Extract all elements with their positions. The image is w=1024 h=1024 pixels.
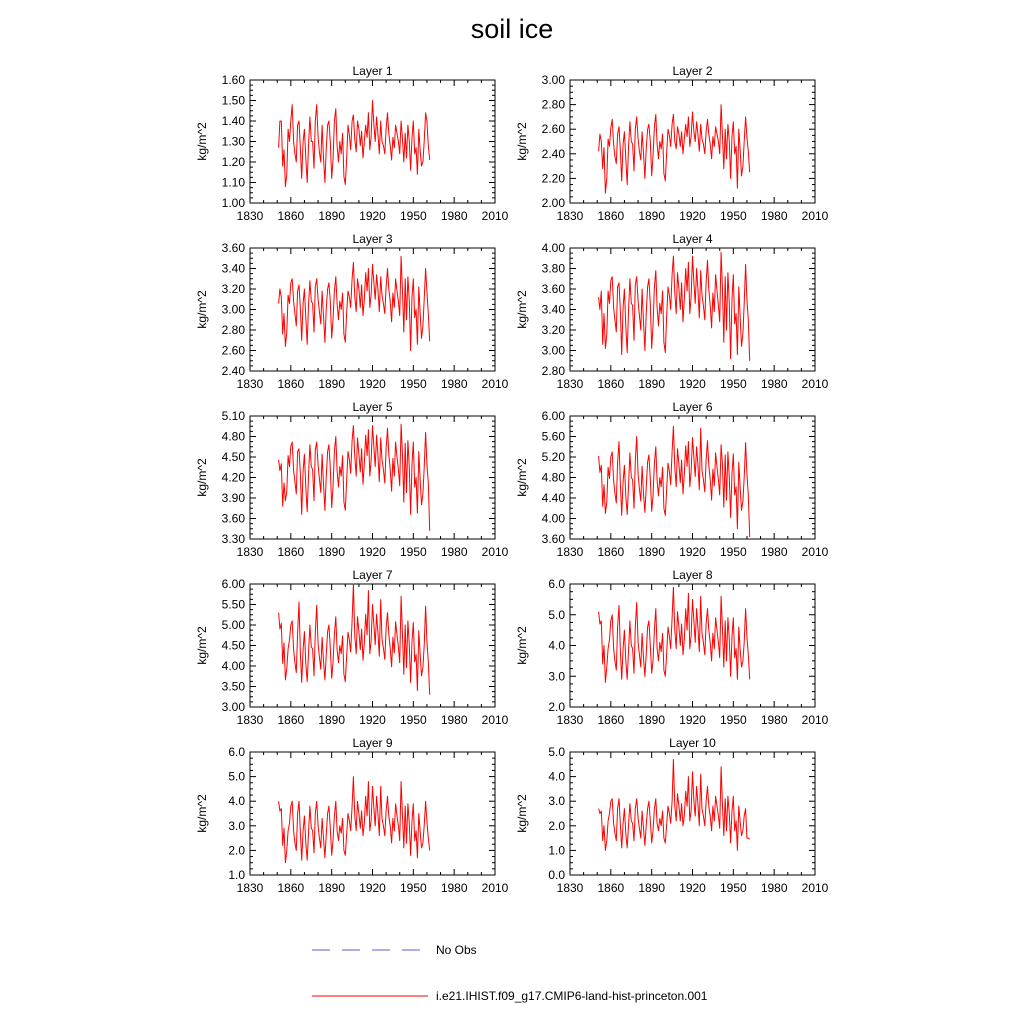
x-tick-label: 1980 [760, 377, 788, 391]
y-tick-label: 2.80 [221, 323, 245, 337]
panel-layer-1 [195, 64, 509, 223]
panel-title: Layer 9 [352, 736, 393, 750]
y-tick-label: 4.20 [221, 470, 245, 485]
x-tick-label: 1980 [760, 881, 788, 895]
y-tick-label: 3.0 [548, 794, 565, 809]
x-tick-label: 1860 [277, 713, 305, 727]
x-tick-label: 1830 [236, 209, 264, 223]
x-tick-label: 1920 [359, 881, 386, 895]
y-tick-label: 5.0 [548, 745, 565, 759]
y-axis-label: kg/m^2 [195, 794, 209, 833]
panel-title: Layer 2 [672, 64, 713, 78]
x-tick-label: 1890 [318, 209, 346, 223]
series-line-1 [279, 424, 430, 531]
x-tick-label: 2010 [801, 377, 829, 391]
x-tick-label: 1830 [556, 713, 584, 727]
x-tick-label: 1830 [236, 881, 264, 895]
series-line-1 [279, 256, 430, 350]
y-axis-label: kg/m^2 [195, 122, 209, 161]
y-axis-label: kg/m^2 [195, 626, 209, 665]
x-tick-label: 1920 [359, 377, 386, 391]
x-tick-label: 1830 [556, 881, 584, 895]
panel-layer-4 [515, 232, 829, 391]
legend-no-obs-label: No Obs [436, 943, 477, 957]
x-tick-label: 1890 [318, 545, 346, 559]
x-tick-label: 2010 [481, 881, 509, 895]
y-tick-label: 1.50 [221, 93, 245, 108]
y-tick-label: 2.60 [221, 343, 245, 358]
y-tick-label: 5.0 [548, 607, 565, 622]
y-tick-label: 3.60 [221, 241, 245, 255]
y-axis-label: kg/m^2 [515, 458, 529, 497]
y-tick-label: 1.30 [221, 134, 245, 149]
series-line-1 [279, 584, 430, 695]
legend-model-label: i.e21.IHIST.f09_g17.CMIP6-land-hist-princeton.001 [436, 989, 708, 1003]
x-tick-label: 2010 [801, 545, 829, 559]
x-tick-label: 1830 [556, 377, 584, 391]
panel-layer-3 [195, 232, 509, 391]
y-axis-label: kg/m^2 [515, 626, 529, 665]
y-tick-label: 3.00 [221, 302, 245, 317]
y-tick-label: 4.00 [541, 241, 565, 255]
y-tick-label: 0.0 [548, 868, 565, 882]
x-tick-label: 1950 [399, 713, 427, 727]
y-tick-label: 1.60 [221, 73, 245, 87]
y-tick-label: 6.0 [228, 745, 245, 759]
y-axis-label: kg/m^2 [195, 458, 209, 497]
y-tick-label: 2.0 [548, 700, 565, 714]
plot-frame [250, 584, 495, 707]
x-tick-label: 1860 [597, 545, 625, 559]
figure-title: soil ice [470, 14, 554, 44]
x-tick-label: 1920 [679, 713, 706, 727]
panel-layer-7 [195, 568, 509, 727]
panel-title: Layer 10 [669, 736, 716, 750]
panel-title: Layer 8 [672, 568, 713, 582]
y-tick-label: 3.90 [221, 491, 245, 505]
x-tick-label: 1950 [399, 881, 427, 895]
y-tick-label: 2.0 [548, 818, 565, 833]
y-tick-label: 3.40 [221, 261, 245, 276]
y-tick-label: 3.80 [541, 261, 565, 276]
x-tick-label: 1860 [597, 377, 625, 391]
y-tick-label: 4.40 [541, 491, 565, 505]
x-tick-label: 1950 [399, 545, 427, 559]
y-tick-label: 3.00 [221, 700, 245, 714]
y-tick-label: 2.20 [541, 171, 565, 186]
y-tick-label: 3.20 [541, 323, 565, 337]
y-tick-label: 2.00 [541, 196, 565, 210]
series-line-1 [599, 426, 750, 537]
x-tick-label: 1860 [277, 377, 305, 391]
y-tick-label: 6.00 [541, 409, 565, 423]
panel-title: Layer 7 [352, 568, 393, 582]
panel-layer-10 [515, 736, 829, 895]
y-tick-label: 4.50 [221, 450, 245, 464]
x-tick-label: 1830 [236, 713, 264, 727]
x-tick-label: 1920 [679, 209, 706, 223]
x-tick-label: 1950 [719, 881, 747, 895]
x-tick-label: 1830 [556, 209, 584, 223]
series-line-1 [599, 105, 750, 194]
y-tick-label: 3.50 [221, 679, 245, 694]
x-tick-label: 1860 [597, 209, 625, 223]
x-tick-label: 1920 [359, 713, 386, 727]
y-tick-label: 3.60 [541, 532, 565, 546]
x-tick-label: 1890 [638, 377, 666, 391]
y-tick-label: 1.0 [548, 843, 565, 858]
x-tick-label: 2010 [801, 713, 829, 727]
x-tick-label: 1980 [440, 377, 468, 391]
series-line-1 [279, 101, 430, 187]
x-tick-label: 1920 [679, 545, 706, 559]
x-tick-label: 2010 [481, 377, 509, 391]
y-tick-label: 3.30 [221, 532, 245, 546]
x-tick-label: 1980 [440, 881, 468, 895]
series-line-1 [599, 252, 750, 361]
y-tick-label: 1.40 [221, 114, 245, 128]
y-tick-label: 2.0 [228, 843, 245, 858]
y-tick-label: 4.00 [541, 511, 565, 526]
y-axis-label: kg/m^2 [195, 290, 209, 329]
x-tick-label: 2010 [801, 881, 829, 895]
y-tick-label: 2.40 [221, 364, 245, 378]
y-tick-label: 3.60 [221, 511, 245, 526]
y-tick-label: 4.0 [228, 794, 245, 809]
y-tick-label: 5.00 [221, 618, 245, 632]
series-line-1 [599, 587, 750, 682]
x-tick-label: 1920 [679, 377, 706, 391]
x-tick-label: 1830 [236, 545, 264, 559]
x-tick-label: 1980 [440, 209, 468, 223]
x-tick-label: 1890 [318, 881, 346, 895]
y-tick-label: 3.40 [541, 302, 565, 317]
panel-title: Layer 4 [672, 232, 713, 246]
x-tick-label: 1860 [277, 209, 305, 223]
x-tick-label: 1890 [638, 545, 666, 559]
plot-frame [250, 752, 495, 875]
y-tick-label: 4.0 [548, 638, 565, 653]
y-tick-label: 3.20 [221, 282, 245, 296]
y-tick-label: 3.0 [228, 818, 245, 833]
x-tick-label: 1890 [318, 377, 346, 391]
y-tick-label: 2.80 [541, 97, 565, 112]
y-tick-label: 2.80 [541, 364, 565, 378]
x-tick-label: 1860 [277, 881, 305, 895]
y-axis-label: kg/m^2 [515, 122, 529, 161]
y-tick-label: 1.20 [221, 155, 245, 169]
plot-frame [570, 416, 815, 539]
x-tick-label: 1980 [760, 545, 788, 559]
x-tick-label: 1980 [440, 713, 468, 727]
panel-title: Layer 1 [352, 64, 393, 78]
panel-layer-8 [515, 568, 829, 727]
x-tick-label: 1950 [719, 209, 747, 223]
x-tick-label: 1860 [277, 545, 305, 559]
x-tick-label: 1980 [440, 545, 468, 559]
y-tick-label: 3.0 [548, 669, 565, 684]
y-tick-label: 4.00 [221, 659, 245, 673]
series-line-1 [279, 777, 430, 863]
y-tick-label: 1.0 [228, 868, 245, 882]
series-line-1 [599, 759, 750, 850]
y-tick-label: 5.60 [541, 429, 565, 444]
plot-frame [570, 752, 815, 875]
panel-layer-2 [515, 64, 829, 223]
y-tick-label: 3.60 [541, 282, 565, 296]
x-tick-label: 1830 [556, 545, 584, 559]
y-tick-label: 4.0 [548, 769, 565, 784]
x-tick-label: 2010 [481, 545, 509, 559]
y-axis-label: kg/m^2 [515, 290, 529, 329]
y-tick-label: 5.0 [228, 769, 245, 784]
panel-layer-5 [195, 400, 509, 559]
y-tick-label: 4.80 [541, 470, 565, 485]
y-tick-label: 1.00 [221, 196, 245, 210]
y-tick-label: 2.60 [541, 122, 565, 137]
x-tick-label: 1950 [399, 209, 427, 223]
panel-title: Layer 6 [672, 400, 713, 414]
x-tick-label: 1920 [359, 209, 386, 223]
x-tick-label: 1920 [359, 545, 386, 559]
plot-frame [250, 80, 495, 203]
y-tick-label: 5.50 [221, 597, 245, 612]
x-tick-label: 1920 [679, 881, 706, 895]
y-tick-label: 4.50 [221, 638, 245, 653]
x-tick-label: 1860 [597, 881, 625, 895]
x-tick-label: 1980 [760, 713, 788, 727]
y-tick-label: 2.40 [541, 146, 565, 161]
x-tick-label: 1890 [638, 881, 666, 895]
x-tick-label: 1950 [719, 377, 747, 391]
x-tick-label: 2010 [481, 713, 509, 727]
y-tick-label: 6.00 [221, 577, 245, 591]
plot-frame [570, 80, 815, 203]
x-tick-label: 1860 [597, 713, 625, 727]
panel-layer-9 [195, 736, 509, 895]
panel-layer-6 [515, 400, 829, 559]
x-tick-label: 1890 [638, 713, 666, 727]
y-tick-label: 3.00 [541, 73, 565, 87]
y-tick-label: 4.80 [221, 429, 245, 444]
y-tick-label: 5.10 [221, 409, 245, 423]
x-tick-label: 1980 [760, 209, 788, 223]
x-tick-label: 2010 [801, 209, 829, 223]
y-tick-label: 6.0 [548, 577, 565, 591]
x-tick-label: 1890 [318, 713, 346, 727]
y-axis-label: kg/m^2 [515, 794, 529, 833]
x-tick-label: 1950 [719, 545, 747, 559]
y-tick-label: 5.20 [541, 450, 565, 464]
x-tick-label: 1950 [399, 377, 427, 391]
y-tick-label: 1.10 [221, 175, 245, 190]
x-tick-label: 1830 [236, 377, 264, 391]
x-tick-label: 1950 [719, 713, 747, 727]
x-tick-label: 2010 [481, 209, 509, 223]
panel-title: Layer 5 [352, 400, 393, 414]
panel-title: Layer 3 [352, 232, 393, 246]
y-tick-label: 3.00 [541, 343, 565, 358]
x-tick-label: 1890 [638, 209, 666, 223]
